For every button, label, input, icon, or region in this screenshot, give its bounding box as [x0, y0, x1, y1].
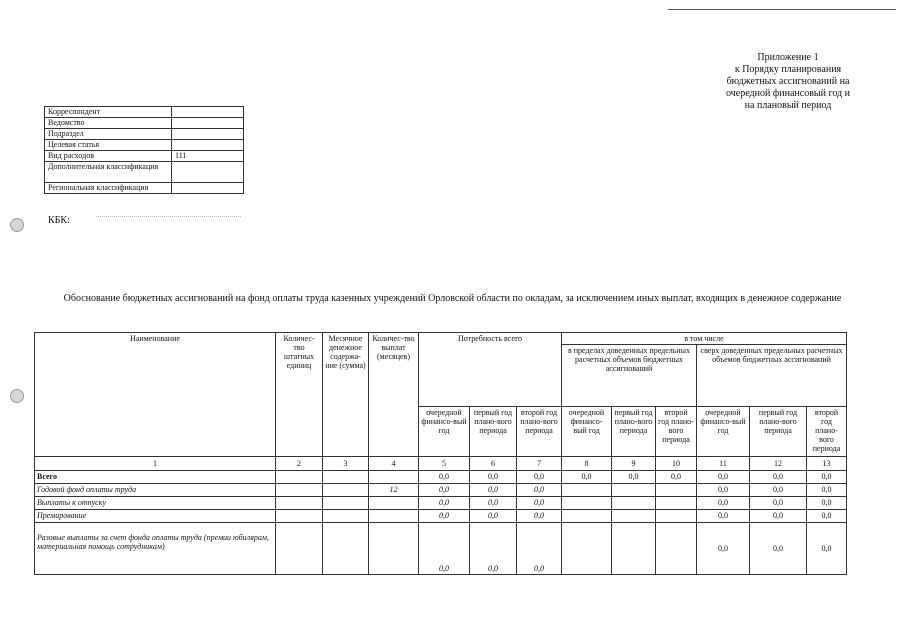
column-number: 8 [562, 457, 612, 471]
row-within-next [562, 484, 612, 497]
row-need-plan1: 0,0 [470, 497, 517, 510]
row-above-plan2: 0,0 [807, 523, 847, 575]
header-row [35, 333, 847, 345]
row-need-plan1: 0,0 [470, 484, 517, 497]
row-above-plan1: 0,0 [750, 510, 807, 523]
punch-hole-icon [10, 389, 24, 403]
row-monthly [323, 471, 369, 484]
column-number: 5 [419, 457, 470, 471]
row-within-next [562, 497, 612, 510]
header-staff: Количес-тво штатных единиц [276, 333, 323, 457]
row-monthly [323, 497, 369, 510]
row-within-next [562, 523, 612, 575]
table-row [35, 484, 847, 497]
header-monthly: Месячное денежное содержа-ние (сумма) [323, 333, 369, 457]
column-number: 6 [470, 457, 517, 471]
column-number: 7 [517, 457, 562, 471]
row-above-plan1: 0,0 [750, 484, 807, 497]
row-monthly [323, 484, 369, 497]
classification-value [172, 162, 244, 183]
row-within-plan2 [656, 497, 697, 510]
header-above-next: очередной финансо-вый год [697, 407, 750, 457]
row-within-plan2: 0,0 [656, 471, 697, 484]
row-payments: 12 [369, 484, 419, 497]
column-number: 1 [35, 457, 276, 471]
header-plan1: первый год плано-вого периода [470, 407, 517, 457]
budget-table [34, 332, 847, 575]
row-within-plan1 [612, 497, 656, 510]
row-above-next: 0,0 [697, 471, 750, 484]
classification-row [45, 118, 244, 129]
header-including: в том числе [562, 333, 847, 345]
appendix-line: очередной финансовый год и [725, 88, 850, 99]
row-need-plan1: 0,0 [470, 471, 517, 484]
classification-value: 111 [172, 151, 244, 162]
row-need-next: 0,0 [419, 484, 470, 497]
header-within-next: очередной финансо-вый год [562, 407, 612, 457]
row-need-plan2: 0,0 [517, 484, 562, 497]
row-staff [276, 510, 323, 523]
header-payments: Количес-тво выплат (месяцев) [369, 333, 419, 457]
classification-value [172, 118, 244, 129]
header-within-plan2: второй год плано-вого периода [656, 407, 697, 457]
row-need-next: 0,0 [419, 510, 470, 523]
table-row [35, 471, 847, 484]
classification-value [172, 140, 244, 151]
row-name: Всего [35, 471, 276, 484]
table-row [35, 497, 847, 510]
classification-row [45, 140, 244, 151]
column-number: 2 [276, 457, 323, 471]
header-next-year: очередной финансо-вый год [419, 407, 470, 457]
row-within-plan2 [656, 510, 697, 523]
row-payments [369, 510, 419, 523]
header-above: сверх доведенных предельных расчетных объемов бюджетных ассигнований [697, 345, 847, 407]
appendix-line: к Порядку планирования [734, 64, 842, 75]
row-need-next: 0,0 [419, 497, 470, 510]
row-need-next: 0,0 [419, 523, 470, 575]
column-number: 4 [369, 457, 419, 471]
classification-label: Подраздел [45, 129, 172, 140]
row-above-next: 0,0 [697, 523, 750, 575]
row-staff [276, 471, 323, 484]
header-plan2: второй год плано-вого периода [517, 407, 562, 457]
classification-label: Корреспондент [45, 107, 172, 118]
column-number: 3 [323, 457, 369, 471]
punch-hole-icon [10, 218, 24, 232]
classification-row [45, 183, 244, 194]
row-above-plan2: 0,0 [807, 510, 847, 523]
row-need-plan2: 0,0 [517, 471, 562, 484]
row-within-plan2 [656, 523, 697, 575]
appendix-header [700, 52, 876, 112]
row-within-plan1 [612, 484, 656, 497]
row-within-plan1: 0,0 [612, 471, 656, 484]
column-number: 11 [697, 457, 750, 471]
row-above-next: 0,0 [697, 510, 750, 523]
row-name: Премирование [35, 510, 276, 523]
appendix-line: на плановый период [744, 100, 832, 111]
row-name: Выплаты к отпуску [35, 497, 276, 510]
row-name: Разовые выплаты за счет фонда оплаты труда (премии юбилярам, материальная помощь сотрудникам) [35, 523, 276, 575]
classification-label: Вид расходов [45, 151, 172, 162]
row-need-plan1: 0,0 [470, 523, 517, 575]
classification-table [44, 106, 244, 194]
header-within: в пределах доведенных предельных расчетных объемов бюджетных ассигнований [562, 345, 697, 407]
row-staff [276, 523, 323, 575]
row-above-plan1: 0,0 [750, 523, 807, 575]
row-need-next: 0,0 [419, 471, 470, 484]
appendix-line: бюджетных ассигнований на [726, 76, 850, 87]
classification-value [172, 129, 244, 140]
classification-row [45, 107, 244, 118]
column-number-row [35, 457, 847, 471]
row-above-plan2: 0,0 [807, 484, 847, 497]
table-row [35, 510, 847, 523]
document-title: Обоснование бюджетных ассигнований на фонд оплаты труда казенных учреждений Орловской области по окладам, за исключением иных выплат, входящих в денежное содержание [63, 293, 842, 304]
row-payments [369, 471, 419, 484]
row-payments [369, 497, 419, 510]
column-number: 9 [612, 457, 656, 471]
row-staff [276, 497, 323, 510]
row-need-plan2: 0,0 [517, 523, 562, 575]
classification-row [45, 151, 244, 162]
row-above-plan2: 0,0 [807, 471, 847, 484]
classification-row [45, 162, 244, 183]
classification-label: Ведомство [45, 118, 172, 129]
top-border-line [668, 9, 896, 10]
table-row [35, 523, 847, 575]
header-name: Наименование [35, 333, 276, 457]
row-above-next: 0,0 [697, 497, 750, 510]
header-above-plan1: первый год плано-вого периода [750, 407, 807, 457]
classification-label: Дополнительная классификация [45, 162, 172, 183]
row-monthly [323, 523, 369, 575]
row-need-plan1: 0,0 [470, 510, 517, 523]
classification-value [172, 183, 244, 194]
row-within-plan1 [612, 510, 656, 523]
row-payments [369, 523, 419, 575]
appendix-line: Приложение 1 [757, 52, 819, 63]
classification-row [45, 129, 244, 140]
row-above-plan1: 0,0 [750, 471, 807, 484]
row-monthly [323, 510, 369, 523]
header-within-plan1: первый год плано-вого периода [612, 407, 656, 457]
row-need-plan2: 0,0 [517, 497, 562, 510]
column-number: 12 [750, 457, 807, 471]
column-number: 13 [807, 457, 847, 471]
classification-label: Целевая статья [45, 140, 172, 151]
row-above-next: 0,0 [697, 484, 750, 497]
row-need-plan2: 0,0 [517, 510, 562, 523]
classification-value [172, 107, 244, 118]
row-above-plan1: 0,0 [750, 497, 807, 510]
column-number: 10 [656, 457, 697, 471]
header-need-total: Потребность всего [419, 333, 562, 407]
row-within-plan1 [612, 523, 656, 575]
row-staff [276, 484, 323, 497]
row-name: Годовой фонд оплаты труда [35, 484, 276, 497]
classification-label: Региональная классификация [45, 183, 172, 194]
header-above-plan2: второй год плано-вого периода [807, 407, 847, 457]
row-within-plan2 [656, 484, 697, 497]
row-above-plan2: 0,0 [807, 497, 847, 510]
kbk-underline [96, 216, 241, 217]
row-within-next [562, 510, 612, 523]
row-within-next: 0,0 [562, 471, 612, 484]
kbk-label: КБК: [48, 215, 70, 226]
